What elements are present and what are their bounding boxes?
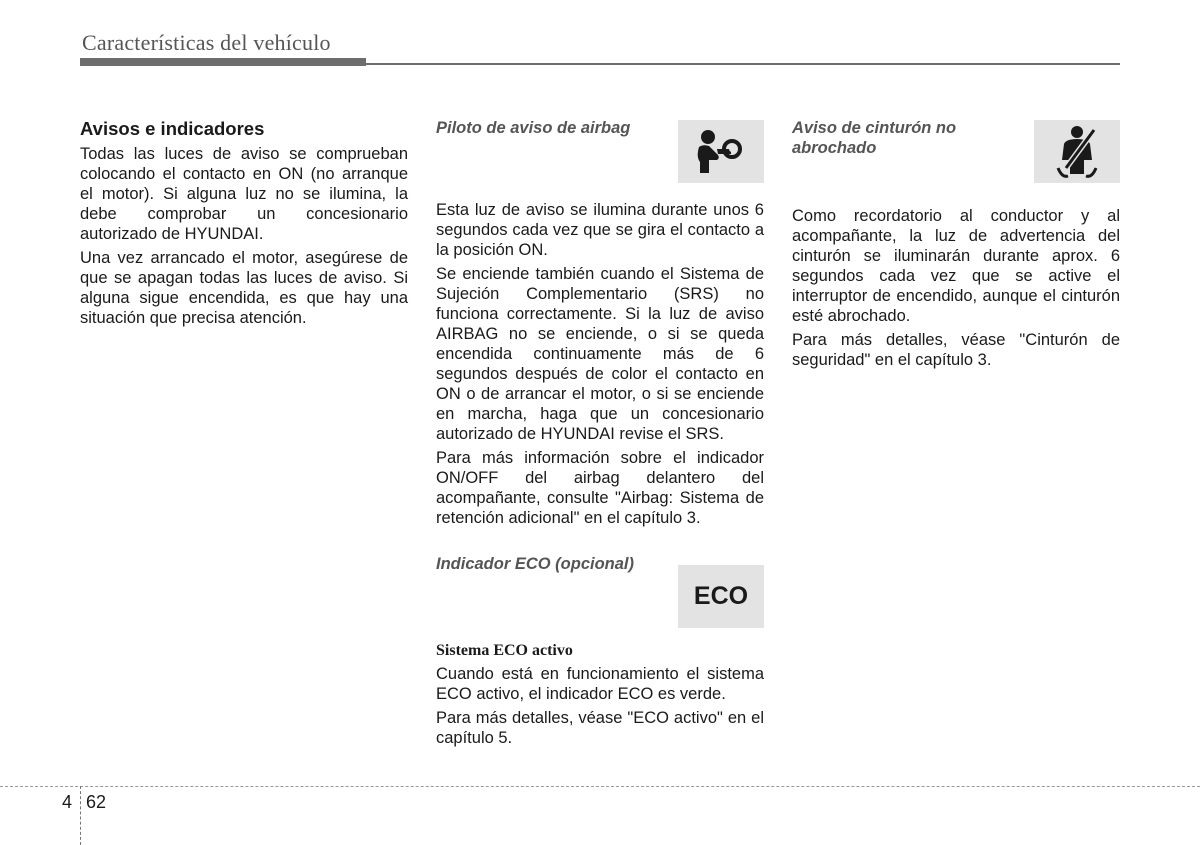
column-airbag-eco [436,118,764,752]
seatbelt-heading: Aviso de cinturón no abrochado [792,119,957,157]
airbag-warning-icon [691,127,751,177]
header-rule-thick [80,58,366,66]
intro-paragraph-2: Una vez arrancado el motor, asegúrese de que se apagan todas las luces de aviso. Si alguna sigue encendida, es que hay una situación que precisa atención. [80,249,408,327]
intro-paragraph: Todas las luces de aviso se comprueban colocando el contacto en ON (no arranque el motor). Si alguna luz no se ilumina, la debe comprobar un concesionario autorizado de HYUNDAI. [80,145,408,243]
page-header-title: Características del vehículo [82,30,331,55]
airbag-paragraph-2: Se enciende también cuando el Sistema de Sujeción Complementario (SRS) no funciona correctamente. Si la luz de aviso AIRBAG no se enciende, o si se queda encendida continuamente más de 6 segundos después de color el contacto en ON o de arrancar el motor, o si se enciende en marcha, haga que un concesionario autorizado de HYUNDAI revise el SRS. [436,265,764,443]
airbag-heading: Piloto de aviso de airbag [436,119,631,137]
seatbelt-paragraph-1: Como recordatorio al conductor y al acompañante, la luz de advertencia del cinturón se iluminarán durante aprox. 6 segundos cada vez que se active el interruptor de encendido, aunque el cinturón esté abrochado. [792,207,1120,325]
chapter-number: 4 [62,792,73,812]
eco-indicator-icon: ECO [693,582,749,610]
airbag-paragraph-1: Esta luz de aviso se ilumina durante unos 6 segundos cada vez que se gira el contacto a la posición ON. [436,201,764,259]
eco-sub-heading: Sistema ECO activo [436,642,573,659]
section-heading: Avisos e indicadores [80,118,265,139]
eco-paragraph-1: Cuando está en funcionamiento el sistema ECO activo, el indicador ECO es verde. [436,665,764,703]
seatbelt-paragraph-2: Para más detalles, véase "Cinturón de seguridad" en el capítulo 3. [792,331,1120,369]
seatbelt-warning-icon [1052,124,1102,180]
seatbelt-icon-box [1034,120,1120,183]
airbag-icon-box [678,120,764,183]
footer-vertical-divider [80,786,81,845]
eco-paragraph-2: Para más detalles, véase "ECO activo" en el capítulo 5. [436,709,764,747]
eco-icon-box [678,565,764,628]
column-warnings-intro [80,118,408,332]
header-rule-thin [366,63,1120,65]
eco-heading: Indicador ECO (opcional) [436,555,635,573]
airbag-paragraph-3: Para más información sobre el indicador ON/OFF del airbag delantero del acompañante, consulte "Airbag: Sistema de retención adicional" en el capítulo 3. [436,449,764,527]
page-number: 62 [86,792,107,812]
footer-divider [0,786,1200,787]
